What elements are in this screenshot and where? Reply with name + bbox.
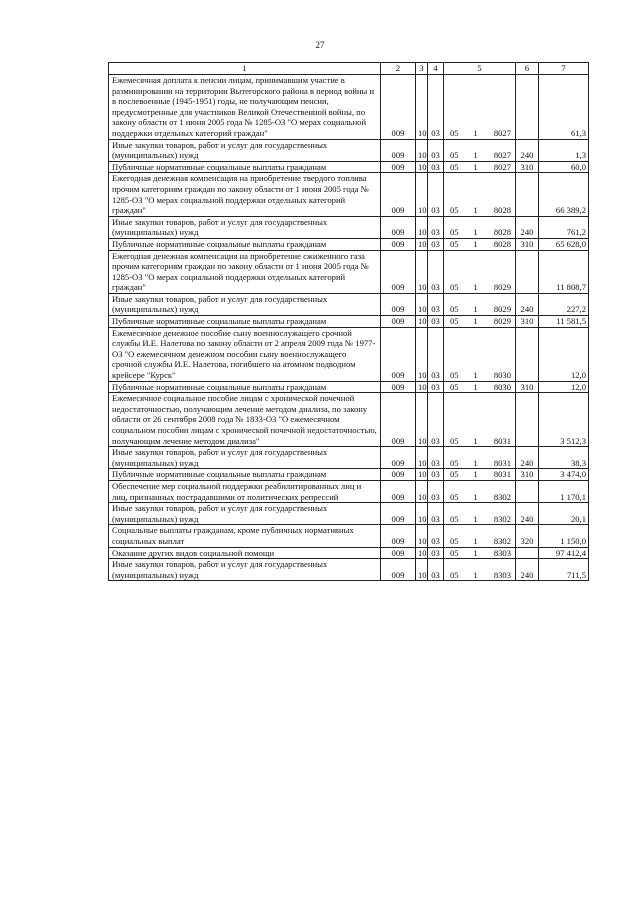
ministry-code: 009 bbox=[381, 559, 416, 581]
target-article-part: 8027 bbox=[493, 161, 511, 172]
target-article-part: 1 bbox=[473, 535, 478, 546]
target-article-part: 05 bbox=[450, 150, 459, 161]
target-article-code bbox=[444, 327, 516, 381]
amount: 66 389,2 bbox=[539, 173, 589, 216]
row-name: Оказание других видов социальной помощи bbox=[109, 547, 381, 559]
subsection-code: 03 bbox=[428, 447, 444, 469]
target-article-part: 8030 bbox=[493, 381, 511, 392]
target-article-part: 05 bbox=[450, 457, 459, 468]
target-article-code bbox=[444, 75, 516, 140]
ministry-code: 009 bbox=[381, 293, 416, 315]
section-code: 10 bbox=[416, 250, 428, 293]
amount: 1 150,0 bbox=[539, 525, 589, 547]
target-article-part: 1 bbox=[473, 205, 478, 216]
target-article-part: 1 bbox=[473, 150, 478, 161]
target-article-part: 8029 bbox=[493, 282, 511, 293]
target-article-part: 8302 bbox=[493, 491, 511, 502]
subsection-code: 03 bbox=[428, 480, 444, 502]
subsection-code: 03 bbox=[428, 161, 444, 173]
target-article-part: 1 bbox=[473, 161, 478, 172]
expense-type-code: 240 bbox=[516, 293, 539, 315]
section-code: 10 bbox=[416, 469, 428, 481]
target-article-part: 8302 bbox=[493, 535, 511, 546]
target-article-part: 8303 bbox=[493, 547, 511, 558]
amount: 3 512,3 bbox=[539, 393, 589, 447]
header-cell: 5 bbox=[444, 63, 516, 75]
target-article-code bbox=[444, 559, 516, 581]
target-article-code bbox=[444, 216, 516, 238]
subsection-code: 03 bbox=[428, 381, 444, 393]
section-code: 10 bbox=[416, 559, 428, 581]
expense-type-code bbox=[516, 480, 539, 502]
target-article-part: 05 bbox=[450, 370, 459, 381]
row-name: Ежегодная денежная компенсация на приобретение твердого топлива прочим категориям граждан по закону области от 1 июня 2005 года № 1285-ОЗ "О мерах социальной поддержки отдельных категорий граждан" bbox=[109, 173, 381, 216]
amount: 60,0 bbox=[539, 161, 589, 173]
section-code: 10 bbox=[416, 293, 428, 315]
header-cell: 3 bbox=[416, 63, 428, 75]
table-row bbox=[109, 469, 589, 481]
expense-type-code: 310 bbox=[516, 161, 539, 173]
section-code: 10 bbox=[416, 525, 428, 547]
target-article-part: 8031 bbox=[493, 457, 511, 468]
ministry-code: 009 bbox=[381, 525, 416, 547]
target-article-part: 8027 bbox=[493, 127, 511, 138]
expense-type-code: 310 bbox=[516, 469, 539, 481]
ministry-code: 009 bbox=[381, 480, 416, 502]
target-article-part: 8029 bbox=[493, 316, 511, 327]
header-cell: 7 bbox=[539, 63, 589, 75]
table-row bbox=[109, 75, 589, 140]
subsection-code: 03 bbox=[428, 559, 444, 581]
row-name: Ежемесячная доплата к пенсии лицам, принимавшим участие в разминировании на территории Вытегорского района в период войны и в послевоенные (1945-1951) годы, не получающим пенсии, предусмотренные для участников Великой Отечественной войны, по закону области от 1 июня 2005 года № 1285-ОЗ "О мерах социальной поддержки отдельных категорий граждан" bbox=[109, 75, 381, 140]
table-row bbox=[109, 447, 589, 469]
target-article-code bbox=[444, 503, 516, 525]
subsection-code: 03 bbox=[428, 327, 444, 381]
target-article-part: 05 bbox=[450, 304, 459, 315]
row-name: Иные закупки товаров, работ и услуг для государственных (муниципальных) нужд bbox=[109, 447, 381, 469]
row-name: Иные закупки товаров, работ и услуг для государственных (муниципальных) нужд bbox=[109, 503, 381, 525]
row-name: Социальные выплаты гражданам, кроме публичных нормативных социальных выплат bbox=[109, 525, 381, 547]
target-article-part: 1 bbox=[473, 238, 478, 249]
amount: 12,0 bbox=[539, 381, 589, 393]
target-article-code bbox=[444, 161, 516, 173]
expense-type-code: 310 bbox=[516, 381, 539, 393]
amount: 761,2 bbox=[539, 216, 589, 238]
target-article-code bbox=[444, 139, 516, 161]
section-code: 10 bbox=[416, 327, 428, 381]
section-code: 10 bbox=[416, 161, 428, 173]
section-code: 10 bbox=[416, 393, 428, 447]
target-article-part: 05 bbox=[450, 127, 459, 138]
subsection-code: 03 bbox=[428, 173, 444, 216]
ministry-code: 009 bbox=[381, 547, 416, 559]
target-article-part: 8031 bbox=[493, 469, 511, 480]
amount: 711,5 bbox=[539, 559, 589, 581]
expense-type-code: 240 bbox=[516, 503, 539, 525]
target-article-part: 1 bbox=[473, 491, 478, 502]
expense-type-code: 310 bbox=[516, 238, 539, 250]
amount: 3 474,0 bbox=[539, 469, 589, 481]
amount: 20,1 bbox=[539, 503, 589, 525]
row-name: Ежемесячное социальное пособие лицам с хронической почечной недостаточностью, получающим лечение методом диализа, по закону области от 26 сентября 2008 года № 1833-ОЗ "О ежемесячном социальном пособии лицам с хронической почечной недостаточностью, получающим лечение методом диализа" bbox=[109, 393, 381, 447]
ministry-code: 009 bbox=[381, 316, 416, 328]
table-row bbox=[109, 293, 589, 315]
table-row bbox=[109, 139, 589, 161]
target-article-part: 1 bbox=[473, 469, 478, 480]
table-row bbox=[109, 250, 589, 293]
header-cell: 1 bbox=[109, 63, 381, 75]
target-article-part: 1 bbox=[473, 457, 478, 468]
target-article-part: 8029 bbox=[493, 304, 511, 315]
target-article-part: 8027 bbox=[493, 150, 511, 161]
section-code: 10 bbox=[416, 480, 428, 502]
target-article-part: 05 bbox=[450, 205, 459, 216]
section-code: 10 bbox=[416, 139, 428, 161]
subsection-code: 03 bbox=[428, 139, 444, 161]
expense-type-code bbox=[516, 75, 539, 140]
section-code: 10 bbox=[416, 503, 428, 525]
expense-type-code: 240 bbox=[516, 216, 539, 238]
section-code: 10 bbox=[416, 381, 428, 393]
target-article-part: 05 bbox=[450, 161, 459, 172]
row-name: Ежегодная денежная компенсация на приобретение сжиженного газа прочим категориям граждан по закону области от 1 июня 2005 года № 1285-ОЗ "О мерах социальной поддержки отдельных категорий граждан" bbox=[109, 250, 381, 293]
target-article-part: 1 bbox=[473, 370, 478, 381]
table-row bbox=[109, 503, 589, 525]
section-code: 10 bbox=[416, 316, 428, 328]
amount: 11 808,7 bbox=[539, 250, 589, 293]
subsection-code: 03 bbox=[428, 525, 444, 547]
target-article-code bbox=[444, 547, 516, 559]
target-article-part: 1 bbox=[473, 304, 478, 315]
target-article-code bbox=[444, 393, 516, 447]
expense-type-code bbox=[516, 393, 539, 447]
table-header-row bbox=[109, 63, 589, 75]
table-row bbox=[109, 547, 589, 559]
target-article-code bbox=[444, 238, 516, 250]
target-article-part: 1 bbox=[473, 547, 478, 558]
target-article-code bbox=[444, 316, 516, 328]
table-row bbox=[109, 381, 589, 393]
subsection-code: 03 bbox=[428, 293, 444, 315]
ministry-code: 009 bbox=[381, 503, 416, 525]
target-article-part: 1 bbox=[473, 282, 478, 293]
row-name: Публичные нормативные социальные выплаты гражданам bbox=[109, 238, 381, 250]
ministry-code: 009 bbox=[381, 250, 416, 293]
target-article-part: 05 bbox=[450, 569, 459, 580]
row-name: Публичные нормативные социальные выплаты гражданам bbox=[109, 316, 381, 328]
target-article-part: 05 bbox=[450, 282, 459, 293]
target-article-part: 05 bbox=[450, 316, 459, 327]
target-article-code bbox=[444, 447, 516, 469]
target-article-part: 8302 bbox=[493, 513, 511, 524]
ministry-code: 009 bbox=[381, 381, 416, 393]
table-row bbox=[109, 559, 589, 581]
amount: 1,3 bbox=[539, 139, 589, 161]
row-name: Публичные нормативные социальные выплаты гражданам bbox=[109, 381, 381, 393]
target-article-part: 8028 bbox=[493, 227, 511, 238]
row-name: Публичные нормативные социальные выплаты гражданам bbox=[109, 161, 381, 173]
subsection-code: 03 bbox=[428, 75, 444, 140]
ministry-code: 009 bbox=[381, 139, 416, 161]
amount: 11 581,5 bbox=[539, 316, 589, 328]
subsection-code: 03 bbox=[428, 316, 444, 328]
subsection-code: 03 bbox=[428, 393, 444, 447]
header-cell: 4 bbox=[428, 63, 444, 75]
header-cell: 6 bbox=[516, 63, 539, 75]
expense-type-code bbox=[516, 173, 539, 216]
row-name: Иные закупки товаров, работ и услуг для государственных (муниципальных) нужд bbox=[109, 139, 381, 161]
subsection-code: 03 bbox=[428, 547, 444, 559]
row-name: Иные закупки товаров, работ и услуг для государственных (муниципальных) нужд bbox=[109, 216, 381, 238]
amount: 97 412,4 bbox=[539, 547, 589, 559]
target-article-part: 1 bbox=[473, 569, 478, 580]
section-code: 10 bbox=[416, 447, 428, 469]
target-article-part: 1 bbox=[473, 513, 478, 524]
amount: 1 170,1 bbox=[539, 480, 589, 502]
expense-type-code: 240 bbox=[516, 559, 539, 581]
target-article-part: 1 bbox=[473, 227, 478, 238]
budget-table bbox=[108, 62, 589, 581]
table-row bbox=[109, 173, 589, 216]
target-article-part: 8303 bbox=[493, 569, 511, 580]
subsection-code: 03 bbox=[428, 503, 444, 525]
table-row bbox=[109, 316, 589, 328]
table-row bbox=[109, 216, 589, 238]
table-row bbox=[109, 161, 589, 173]
ministry-code: 009 bbox=[381, 75, 416, 140]
target-article-part: 1 bbox=[473, 381, 478, 392]
section-code: 10 bbox=[416, 238, 428, 250]
subsection-code: 03 bbox=[428, 216, 444, 238]
ministry-code: 009 bbox=[381, 447, 416, 469]
target-article-code bbox=[444, 293, 516, 315]
row-name: Иные закупки товаров, работ и услуг для государственных (муниципальных) нужд bbox=[109, 293, 381, 315]
target-article-code bbox=[444, 381, 516, 393]
amount: 38,3 bbox=[539, 447, 589, 469]
target-article-code bbox=[444, 173, 516, 216]
target-article-part: 05 bbox=[450, 547, 459, 558]
ministry-code: 009 bbox=[381, 173, 416, 216]
section-code: 10 bbox=[416, 75, 428, 140]
row-name: Публичные нормативные социальные выплаты гражданам bbox=[109, 469, 381, 481]
ministry-code: 009 bbox=[381, 216, 416, 238]
expense-type-code bbox=[516, 547, 539, 559]
target-article-part: 05 bbox=[450, 513, 459, 524]
target-article-code bbox=[444, 250, 516, 293]
target-article-part: 05 bbox=[450, 227, 459, 238]
table-row bbox=[109, 327, 589, 381]
table-row bbox=[109, 393, 589, 447]
ministry-code: 009 bbox=[381, 469, 416, 481]
subsection-code: 03 bbox=[428, 469, 444, 481]
target-article-part: 1 bbox=[473, 127, 478, 138]
subsection-code: 03 bbox=[428, 238, 444, 250]
target-article-code bbox=[444, 480, 516, 502]
section-code: 10 bbox=[416, 173, 428, 216]
target-article-part: 05 bbox=[450, 469, 459, 480]
ministry-code: 009 bbox=[381, 238, 416, 250]
amount: 12,0 bbox=[539, 327, 589, 381]
target-article-part: 05 bbox=[450, 238, 459, 249]
amount: 65 628,0 bbox=[539, 238, 589, 250]
amount: 227,2 bbox=[539, 293, 589, 315]
expense-type-code: 310 bbox=[516, 316, 539, 328]
target-article-part: 05 bbox=[450, 435, 459, 446]
ministry-code: 009 bbox=[381, 393, 416, 447]
row-name: Ежемесячное денежное пособие сыну военнослужащего срочной службы И.Е. Налетова по закону области от 2 апреля 2009 года № 1977-ОЗ "О ежемесячном денежном пособии сыну военнослужащего срочной службы И.Е. Налетова, погибшего на атомном подводном крейсере "Курск" bbox=[109, 327, 381, 381]
table-row bbox=[109, 480, 589, 502]
target-article-part: 8028 bbox=[493, 238, 511, 249]
expense-type-code: 240 bbox=[516, 447, 539, 469]
page-number: 27 bbox=[315, 40, 325, 50]
target-article-part: 1 bbox=[473, 316, 478, 327]
target-article-part: 05 bbox=[450, 535, 459, 546]
table-row bbox=[109, 525, 589, 547]
row-name: Обеспечение мер социальной поддержки реабилитированных лиц и лиц, признанных пострадавшими от политических репрессий bbox=[109, 480, 381, 502]
target-article-part: 05 bbox=[450, 381, 459, 392]
section-code: 10 bbox=[416, 216, 428, 238]
target-article-part: 8028 bbox=[493, 205, 511, 216]
target-article-part: 8030 bbox=[493, 370, 511, 381]
expense-type-code: 320 bbox=[516, 525, 539, 547]
amount: 61,3 bbox=[539, 75, 589, 140]
target-article-part: 1 bbox=[473, 435, 478, 446]
table-row bbox=[109, 238, 589, 250]
target-article-part: 05 bbox=[450, 491, 459, 502]
ministry-code: 009 bbox=[381, 327, 416, 381]
section-code: 10 bbox=[416, 547, 428, 559]
header-cell: 2 bbox=[381, 63, 416, 75]
subsection-code: 03 bbox=[428, 250, 444, 293]
expense-type-code: 240 bbox=[516, 139, 539, 161]
ministry-code: 009 bbox=[381, 161, 416, 173]
target-article-part: 8031 bbox=[493, 435, 511, 446]
expense-type-code bbox=[516, 327, 539, 381]
row-name: Иные закупки товаров, работ и услуг для государственных (муниципальных) нужд bbox=[109, 559, 381, 581]
target-article-code bbox=[444, 469, 516, 481]
expense-type-code bbox=[516, 250, 539, 293]
target-article-code bbox=[444, 525, 516, 547]
